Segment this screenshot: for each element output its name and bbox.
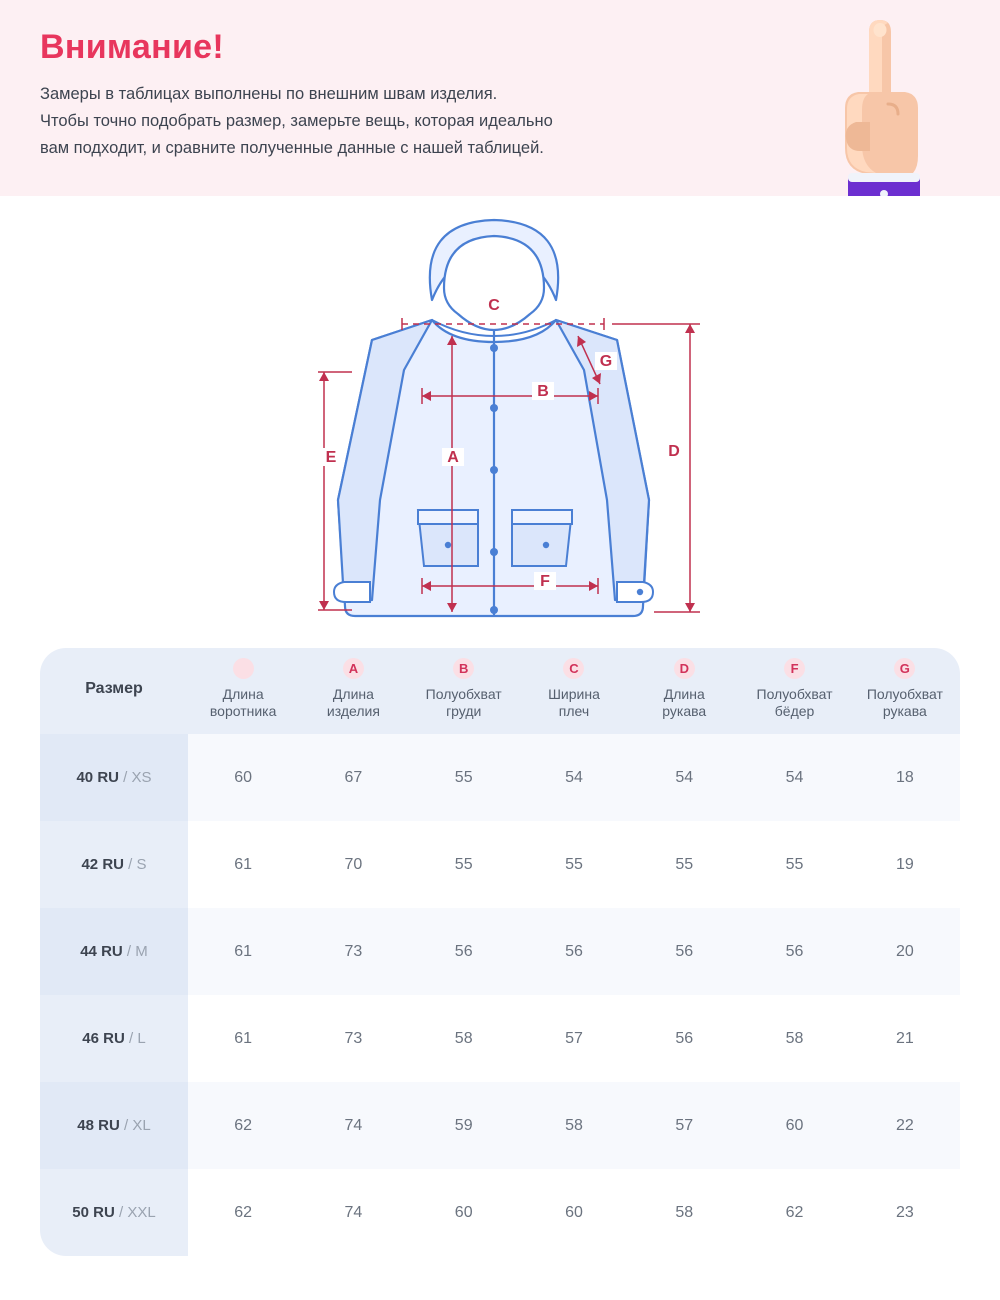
jacket-measurement-diagram xyxy=(0,196,1000,648)
cell-product-length: 70 xyxy=(344,855,363,873)
badge-icon-d: D xyxy=(674,658,695,679)
cell-sleeve-half-girth: 18 xyxy=(850,734,960,821)
badge-icon-0 xyxy=(233,658,254,679)
cell-shoulder-width: 58 xyxy=(519,1082,629,1169)
cell-sleeve-length: 58 xyxy=(675,1203,694,1221)
marker-label-F xyxy=(534,572,556,590)
cell-product-length: 73 xyxy=(298,908,408,995)
cell-collar-length: 62 xyxy=(234,1203,253,1221)
column-header-size: Размер xyxy=(40,648,188,734)
cell-collar-length: 60 xyxy=(188,734,298,821)
row-size-label: 40 RU / XS xyxy=(40,734,188,821)
size-ru: 40 RU xyxy=(76,769,119,786)
marker-label-D xyxy=(663,442,685,460)
cell-collar-length: 61 xyxy=(234,855,253,873)
cell-collar-length: 61 xyxy=(188,908,298,995)
cell-chest-half-girth: 56 xyxy=(409,908,519,995)
size-ru: 48 RU xyxy=(77,1117,120,1134)
cell-hips-half-girth: 58 xyxy=(785,1029,804,1047)
notice-line-1: Замеры в таблицах выполнены по внешним швам изделия. xyxy=(40,85,498,103)
svg-text:C: C xyxy=(488,297,500,314)
marker-label-G xyxy=(595,352,617,370)
size-chart-table xyxy=(40,648,960,1256)
table-row xyxy=(40,908,960,995)
badge-icon-g: G xyxy=(894,658,915,679)
column-label-1-line2: изделия xyxy=(326,703,380,719)
svg-text:E: E xyxy=(325,449,337,466)
cell-shoulder-width: 56 xyxy=(519,908,629,995)
column-header-hips-half-girth xyxy=(739,648,849,734)
cell-sleeve-half-girth: 20 xyxy=(850,908,960,995)
column-label-4-line2: рукава xyxy=(662,703,707,719)
size-ru: 50 RU xyxy=(72,1204,115,1221)
cell-sleeve-length: 56 xyxy=(629,908,739,995)
row-size-label: 44 RU / M xyxy=(40,908,188,995)
size-alt: XXL xyxy=(127,1204,156,1221)
cell-product-length: 74 xyxy=(298,1082,408,1169)
cell-sleeve-length: 54 xyxy=(629,734,739,821)
column-label-6-line1: Полуобхват xyxy=(866,686,943,702)
badge-icon-f: F xyxy=(784,658,805,679)
cell-collar-length: 62 xyxy=(188,1082,298,1169)
page-title: Внимание! xyxy=(40,28,224,66)
column-label-5-line1: Полуобхват xyxy=(756,686,833,702)
column-header-product-length xyxy=(298,648,408,734)
cell-hips-half-girth: 62 xyxy=(785,1203,804,1221)
badge-icon-a: A xyxy=(343,658,364,679)
notice-line-3: вам подходит, и сравните полученные данные с нашей таблицей. xyxy=(40,139,544,157)
column-header-sleeve-half-girth xyxy=(850,648,960,734)
cell-sleeve-half-girth: 23 xyxy=(895,1203,914,1221)
size-ru: 46 RU xyxy=(82,1030,125,1047)
column-label-0-line2: воротника xyxy=(209,703,277,719)
cell-product-length: 73 xyxy=(344,1029,363,1047)
cell-shoulder-width: 55 xyxy=(565,855,583,873)
column-header-shoulder-width xyxy=(519,648,629,734)
pointing-hand-icon xyxy=(828,18,938,218)
size-alt: XL xyxy=(132,1117,151,1134)
cell-sleeve-half-girth: 19 xyxy=(895,855,914,873)
size-ru: 44 RU xyxy=(80,943,123,960)
svg-text:G: G xyxy=(599,353,613,370)
marker-label-B xyxy=(532,382,554,400)
cell-collar-length: 61 xyxy=(234,1029,253,1047)
cell-product-length: 74 xyxy=(344,1203,363,1221)
cell-hips-half-girth: 60 xyxy=(739,1082,849,1169)
column-header-chest-half-girth xyxy=(409,648,519,734)
cell-hips-half-girth: 54 xyxy=(739,734,849,821)
cell-chest-half-girth: 58 xyxy=(454,1029,473,1047)
cell-shoulder-width: 54 xyxy=(519,734,629,821)
table-header-row xyxy=(40,648,960,734)
row-size-label: 46 RU / L xyxy=(40,995,188,1082)
table-row xyxy=(40,1169,960,1256)
cell-chest-half-girth: 55 xyxy=(409,734,519,821)
column-label-2-line2: груди xyxy=(446,703,482,719)
column-header-sleeve-length xyxy=(629,648,739,734)
cell-sleeve-half-girth: 21 xyxy=(895,1029,914,1047)
jacket-diagram xyxy=(0,196,1000,648)
cell-hips-half-girth: 55 xyxy=(785,855,804,873)
row-size-label: 50 RU / XXL xyxy=(40,1169,188,1256)
table-row xyxy=(40,1082,960,1169)
column-label-3-line1: Ширина xyxy=(548,686,600,702)
attention-banner xyxy=(0,0,1000,196)
size-alt: L xyxy=(137,1030,146,1047)
column-label-5-line2: бёдер xyxy=(774,703,815,719)
cell-sleeve-length: 55 xyxy=(675,855,694,873)
cell-shoulder-width: 60 xyxy=(565,1203,583,1221)
column-label-6-line2: рукава xyxy=(882,703,927,719)
table-row xyxy=(40,734,960,821)
marker-label-A xyxy=(442,448,464,466)
column-header-collar-length xyxy=(188,648,298,734)
table-row xyxy=(40,995,960,1082)
column-label-3-line2: плеч xyxy=(558,703,590,719)
svg-text:F: F xyxy=(540,573,550,590)
cell-chest-half-girth: 60 xyxy=(454,1203,473,1221)
size-alt: XS xyxy=(131,769,152,786)
cell-sleeve-length: 56 xyxy=(675,1029,694,1047)
cell-sleeve-half-girth: 22 xyxy=(850,1082,960,1169)
column-label-4-line1: Длина xyxy=(663,686,705,702)
cell-sleeve-length: 57 xyxy=(629,1082,739,1169)
column-label-2-line1: Полуобхват xyxy=(425,686,502,702)
table-row xyxy=(40,821,960,908)
svg-text:A: A xyxy=(447,449,459,466)
svg-text:D: D xyxy=(668,443,680,460)
badge-icon-c: C xyxy=(563,658,584,679)
badge-icon-b: B xyxy=(453,658,474,679)
cell-chest-half-girth: 55 xyxy=(454,855,473,873)
row-size-label: 48 RU / XL xyxy=(40,1082,188,1169)
column-label-0-line1: Длина xyxy=(222,686,264,702)
size-alt: S xyxy=(136,856,147,873)
marker-label-E xyxy=(320,448,342,466)
cell-chest-half-girth: 59 xyxy=(409,1082,519,1169)
cell-product-length: 67 xyxy=(298,734,408,821)
size-ru: 42 RU xyxy=(81,856,124,873)
row-size-label: 42 RU / S xyxy=(40,821,188,908)
size-alt: M xyxy=(135,943,148,960)
svg-text:B: B xyxy=(537,383,549,400)
cell-hips-half-girth: 56 xyxy=(739,908,849,995)
notice-line-2: Чтобы точно подобрать размер, замерьте вещь, которая идеально xyxy=(40,112,553,130)
marker-label-C xyxy=(483,296,505,314)
cell-shoulder-width: 57 xyxy=(565,1029,583,1047)
column-label-1-line1: Длина xyxy=(332,686,374,702)
